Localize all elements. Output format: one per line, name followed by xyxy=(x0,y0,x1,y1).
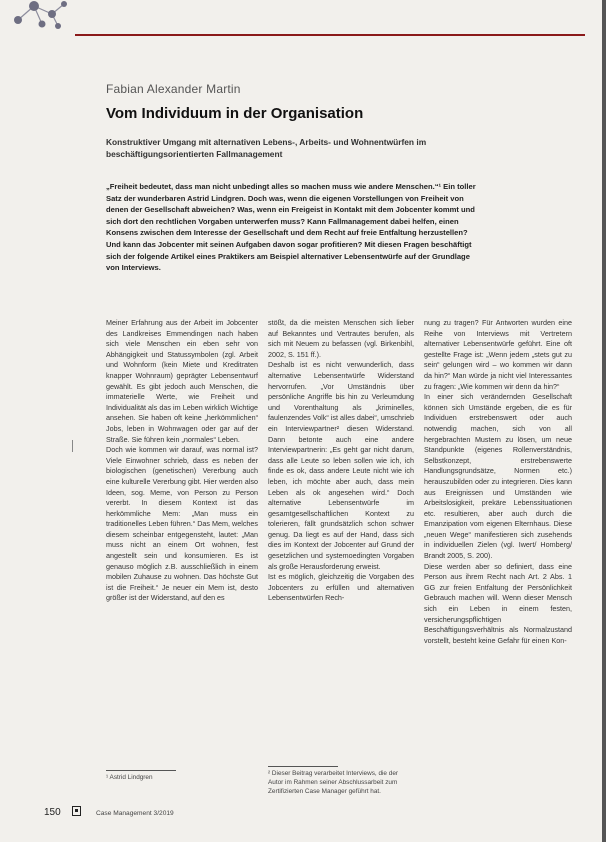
body-column-1 xyxy=(106,318,258,604)
article-title: Vom Individuum in der Organisation xyxy=(106,105,364,122)
page-edge xyxy=(602,0,606,842)
footnote-rule xyxy=(106,770,176,771)
journal-logo-icon xyxy=(72,806,81,816)
body-column-2 xyxy=(268,318,414,604)
paragraph: Ist es möglich, gleichzeitig die Vorgaben des Jobcenters zu erfüllen und alternativen Lebensentwürfen Rech- xyxy=(268,572,414,603)
molecule-decoration-icon xyxy=(12,0,72,30)
article-subtitle: Konstruktiver Umgang mit alternativen Lebens-, Arbeits- und Wohnentwürfen im beschäftigungsorientierten Fallmanagement xyxy=(106,137,427,159)
footnote-2: ² Dieser Beitrag verarbeitet Interviews, die der Autor im Rahmen seiner Abschlussarbeit zum Zertifizierten Case Manager geführt hat. xyxy=(268,770,398,795)
paragraph: Diese werden aber so definiert, dass eine Person aus ihrem Recht nach Art. 2 Abs. 1 GG zur freien Entfaltung der Persönlichkeit Gebrauch machen will. Wenn dieser Mensch sich ein Leben in einem festen, versicherungspflichtigen Beschäftigungsverhältnis als Normalzustand vorstellt, besteht keine Gefahr für einen Kon- xyxy=(424,561,572,645)
author-name: Fabian Alexander Martin xyxy=(106,82,241,96)
header-rule xyxy=(75,34,585,36)
journal-name: Case Management 3/2019 xyxy=(96,810,174,817)
paragraph: nung zu tragen? Für Antworten wurden eine Reihe von Interviews mit Vertretern alternativer Lebensentwürfe geführt. Eine oft gestellte Frage ist: „Wenn jedem „stets gut zu sein“ gelungen wird – wo kommen wir dann da hin?“ Man würde ja nicht viel Interessantes zu fragen: „Wie kommen wir denn da hin?“ xyxy=(424,318,572,391)
paragraph: Deshalb ist es nicht verwunderlich, dass alternative Lebensentwürfe Widerstand hervorrufen. „Vor Umständnis über persönliche Angriffe bis hin zu Verleumdung und Vorenthaltung als „kriminelles, faulenzendes Volk“ ist alles dabei“, umschrieb ein Interviewpartner² diesen Widerstand. Dann betonte auch eine andere Interviewpartnerin: „Es geht gar nicht darum, dass alle Leute so leben sollen wie ich, ich finde es ok, dass andere Leute nicht wie ich leben, ich möchte aber auch, dass mein Leben als ok angesehen wird.“ Doch alternative Lebensentwürfe im gesamtgesellschaftlichen Kontext zu tolerieren, fällt grundsätzlich schon schwer genug. Da liegt es auf der Hand, dass sich dies im Kontext der Jobcenter auf Grund der gesetzlichen und systemoedingten Vorgaben als große Herausforderung erweist. xyxy=(268,360,414,571)
page-number: 150 xyxy=(44,807,61,818)
article-lead: „Freiheit bedeutet, dass man nicht unbedingt alles so machen muss wie andere Menschen.“¹ Ein toller Satz der wunderbaren Astrid Lindgren. Doch was, wenn die eigenen Vorstellungen von Freiheit von denen der Gesellschaft abweichen? Was, wenn ein Freigeist in Kontakt mit dem Jobcenter kommt und sich dort den rechtlichen Vorgaben unterwerfen muss? Kann Fallmanagement dabei helfen, einen Konsens zwischen dem Interesse der Gesellschaft und dem Recht auf freie Entfaltung herzustellen? Und kann das Jobcenter mit seinen Aufgaben davon sogar profitieren? Mit diesen Fragen beschäftigt sich der folgende Artikel eines Praktikers am Beispiel alternativer Lebensentwürfe auf der Grundlage von Interviews. xyxy=(106,182,476,273)
paragraph: Meiner Erfahrung aus der Arbeit im Jobcenter des Landkreises Emmendingen nach haben sich viele Menschen ein eben sehr von Abhängigkeit und Statussymbolen (zgl. Arbeit und Wohnform (kein Miete und Kreditraten knapper Wohnraum) geprägter Lebensentwurf gewählt. Es gibt jedoch auch Menschen, die immaterielle Werte, wie Freiheit und Individualität als das im Leben wirklich Wichtige ansehen. Sie haben oft keine „herkömmlichen“ Jobs, leben in Wohnwagen oder gar auf der Straße. Sie führen kein „normales“ Leben. xyxy=(106,318,258,444)
body-column-3 xyxy=(424,318,572,646)
footnote-1: ¹ Astrid Lindgren xyxy=(106,774,153,781)
paragraph: Doch wie kommen wir darauf, was normal ist? Viele Einwohner schrieb, dass es neben der biologischen (genetischen) Vererbung auch eine kulturelle Vererbung gibt. Hier werden also Ideen, sog. Meme, von Person zu Person vererbt. In diesem Kontext ist das herkömmliche Mem: „Man muss ein traditionelles Leben führen.“ Das Mem, welches diesem scheinbar entgegensteht, lautet: „Man muss nicht an einem Ort wohnen, fest angestellt sein und konsumieren. Es ist genauso möglich z.B. ausschließlich in einem mobilen Zuhause zu wohnen. Das höchste Gut ist die Freiheit.“ Je neuer ein Mem ist, desto größer ist der Widerstand, auf den es xyxy=(106,445,258,603)
paragraph: stößt, da die meisten Menschen sich lieber auf Bekanntes und Vertrautes berufen, als sich mit Neuem zu befassen (vgl. Birkenbihl, 2002, S. 151 ff.). xyxy=(268,318,414,359)
margin-mark xyxy=(72,440,73,452)
footnote-rule xyxy=(268,766,338,767)
paragraph: In einer sich verändernden Gesellschaft können sich Umstände ergeben, die es für Individuen erstrebenswert oder auch notwendig machen, sich von all hergebrachten Mustern zu lösen, um neue Standpunkte (eigenes Rollenverständnis, Selbstkonzept, erstrebenswerte Handlungsgrundsätze, Normen etc.) herauszubilden oder zu integrieren. Dies kann aus Ereignissen und Umständen wie Arbeitslosigkeit, prekäre Lebenssituationen etc. resultieren, aber auch durch die Emanzipation vom eigenen Elternhaus. Diese „neuen Wege“ manifestieren sich zusehends in individuellen Zielen (vgl. Iwert/ Homberg/ Brandt 2005, S. 200). xyxy=(424,392,572,561)
